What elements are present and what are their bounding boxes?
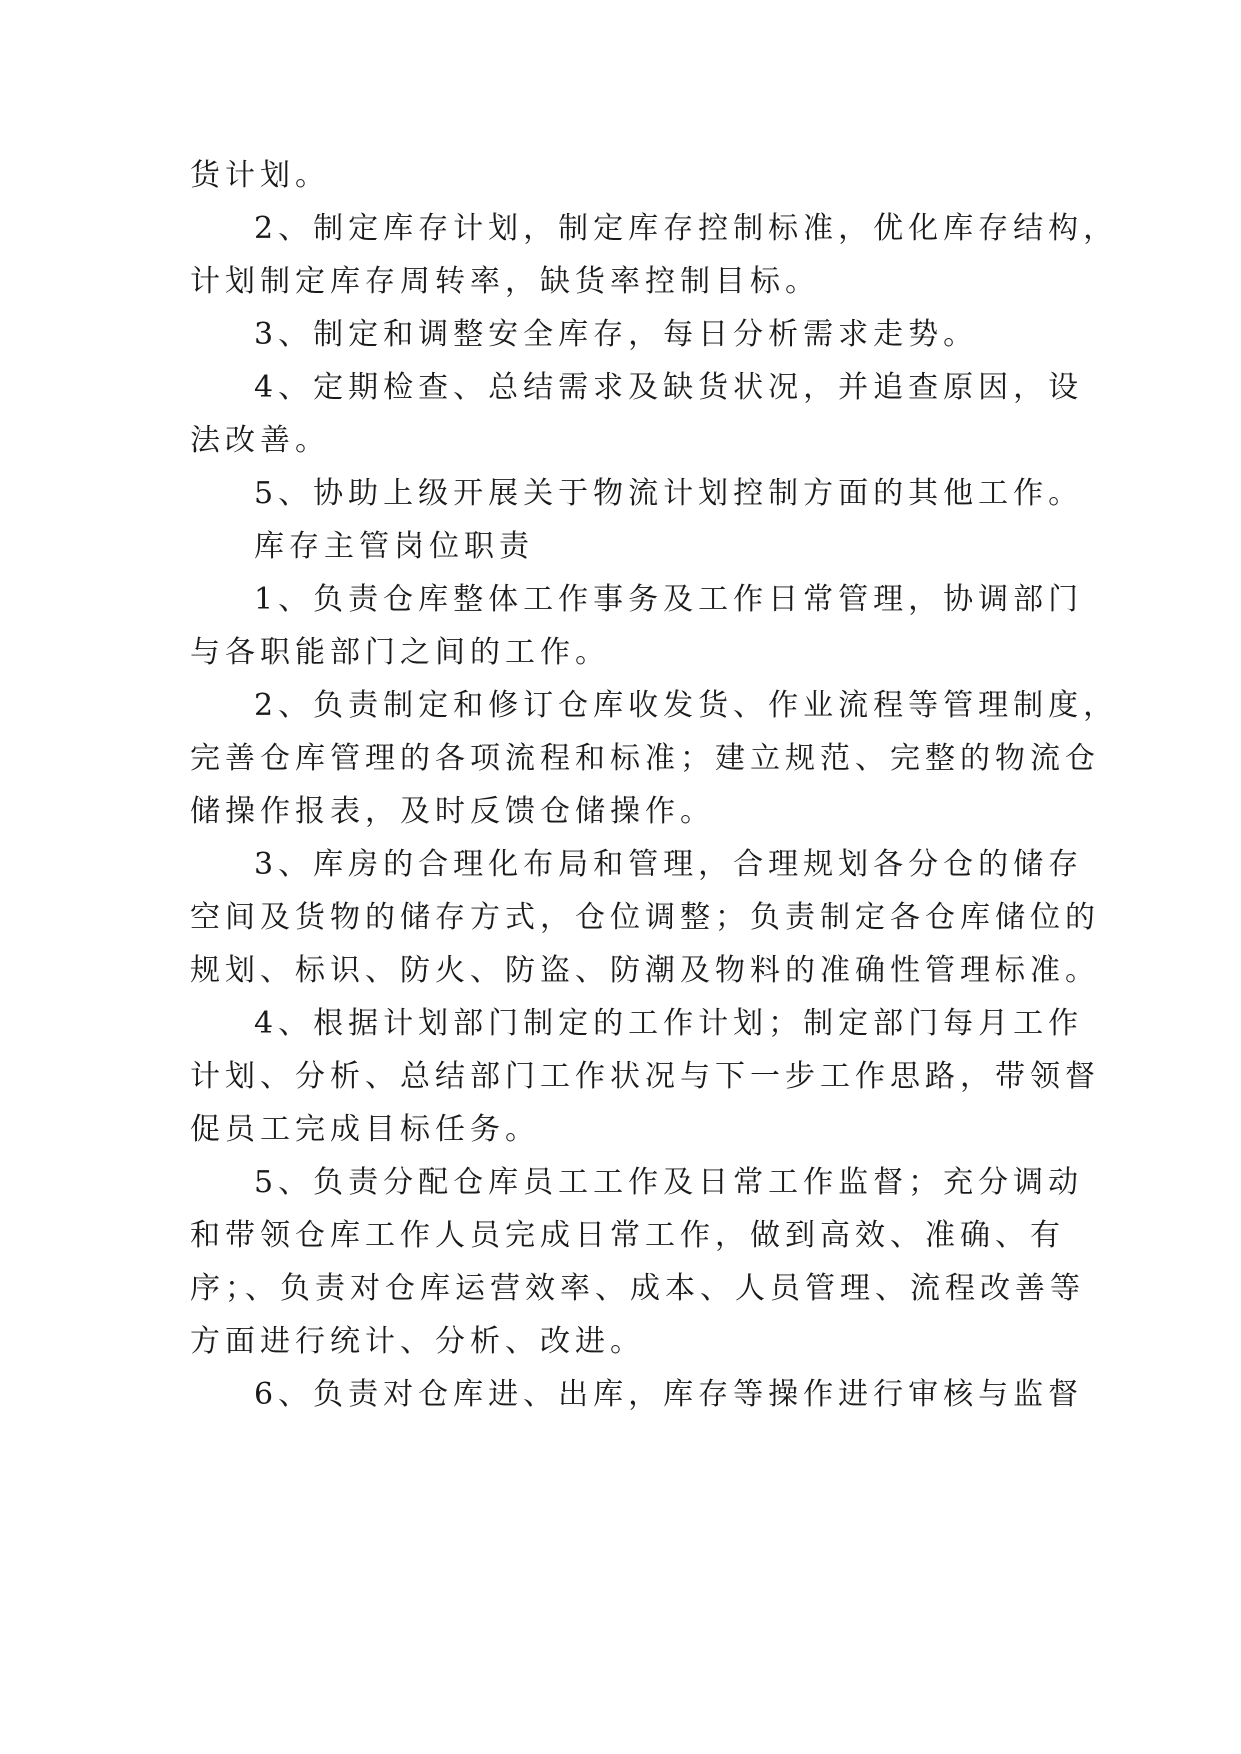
text-line: 4、根据计划部门制定的工作计划；制定部门每月工作 [254, 1006, 1084, 1041]
text-line: 3、库房的合理化布局和管理，合理规划各分仓的储存 [254, 847, 1084, 882]
text-line: 5、协助上级开展关于物流计划控制方面的其他工作。 [254, 476, 1084, 511]
text-line: 促员工完成目标任务。 [190, 1112, 540, 1147]
text-line: 1、负责仓库整体工作事务及工作日常管理，协调部门 [254, 582, 1084, 617]
text-line: 完善仓库管理的各项流程和标准；建立规范、完整的物流仓 [190, 741, 1100, 776]
text-line: 计划制定库存周转率，缺货率控制目标。 [190, 264, 820, 299]
text-line: 货计划。 [190, 158, 330, 193]
text-line: 6、负责对仓库进、出库，库存等操作进行审核与监督 [254, 1377, 1084, 1412]
text-line: 法改善。 [190, 423, 330, 458]
text-line: 序；、负责对仓库运营效率、成本、人员管理、流程改善等 [190, 1271, 1085, 1306]
text-line: 规划、标识、防火、防盗、防潮及物料的准确性管理标准。 [190, 953, 1100, 988]
section-heading: 库存主管岗位职责 [254, 529, 534, 564]
text-line: 2、制定库存计划，制定库存控制标准，优化库存结构， [254, 211, 1119, 246]
text-line: 3、制定和调整安全库存，每日分析需求走势。 [254, 317, 979, 352]
text-line: 计划、分析、总结部门工作状况与下一步工作思路，带领督 [190, 1059, 1100, 1094]
text-line: 4、定期检查、总结需求及缺货状况，并追查原因，设 [254, 370, 1084, 405]
text-line: 方面进行统计、分析、改进。 [190, 1324, 645, 1359]
text-line: 空间及货物的储存方式，仓位调整；负责制定各仓库储位的 [190, 900, 1100, 935]
text-line: 储操作报表，及时反馈仓储操作。 [190, 794, 715, 829]
text-line: 与各职能部门之间的工作。 [190, 635, 610, 670]
text-line: 5、负责分配仓库员工工作及日常工作监督；充分调动 [254, 1165, 1084, 1200]
text-line: 2、负责制定和修订仓库收发货、作业流程等管理制度， [254, 688, 1119, 723]
text-line: 和带领仓库工作人员完成日常工作，做到高效、准确、有 [190, 1218, 1065, 1253]
